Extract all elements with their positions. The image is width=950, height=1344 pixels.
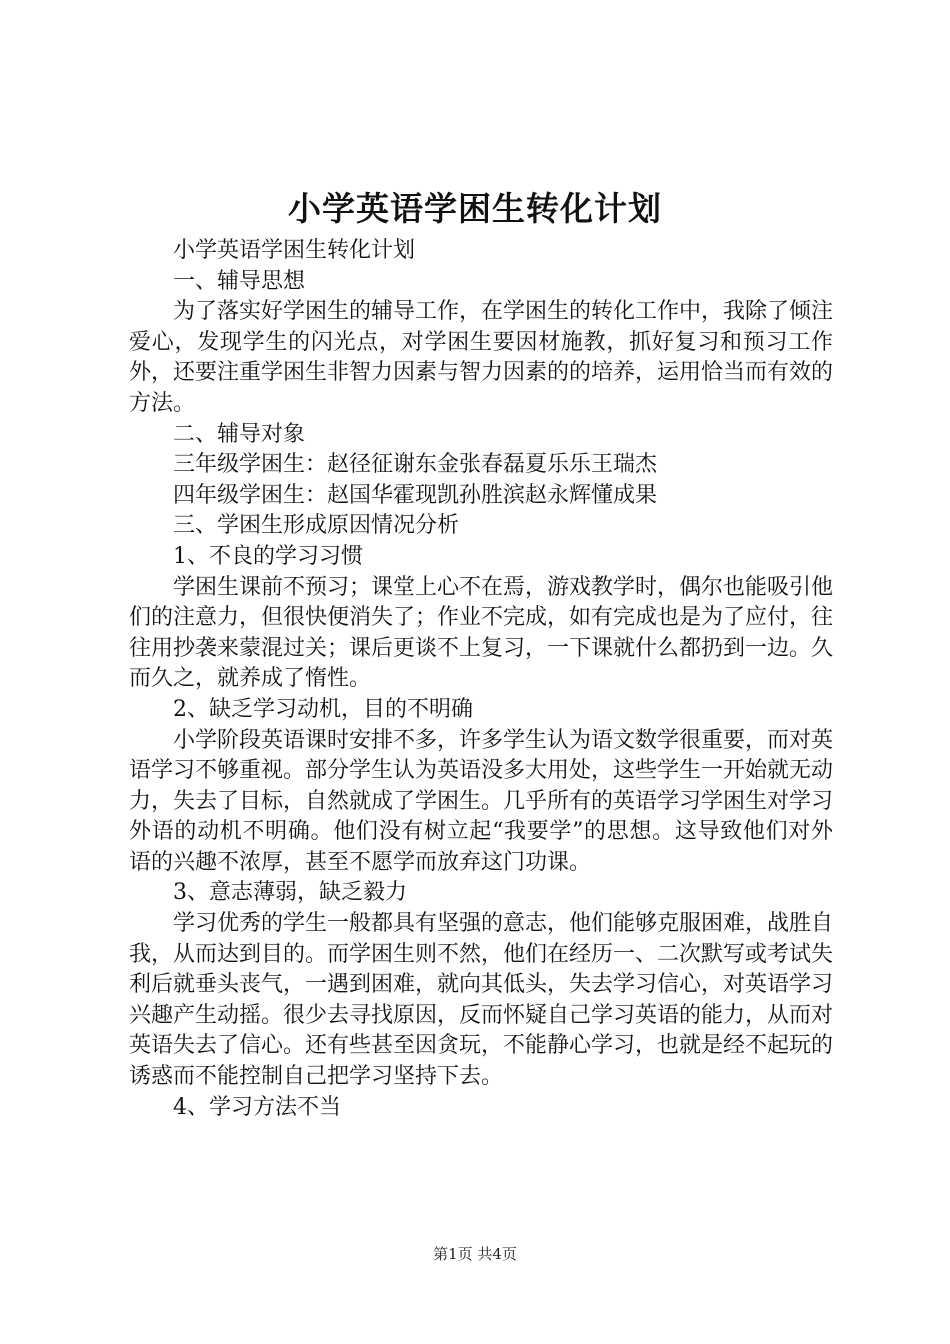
- paragraph-lack-motivation: 小学阶段英语课时安排不多，许多学生认为语文数学很重要，而对英语学习不够重视。部分学生认为英语没多大用处，这些学生一开始就无动力，失去了目标，自然就成了学困生。几乎所有的英语学习学困生对学习外语的动机不明确。他们没有树立起“我要学”的思想。这导致他们对外语的兴趣不浓厚，甚至不愿学而放弃这门功课。: [129, 727, 834, 875]
- paragraph-guidance-idea: 为了落实好学困生的辅导工作，在学困生的转化工作中，我除了倾注爱心，发现学生的闪光点，对学困生要因材施教，抓好复习和预习工作外，还要注重学困生非智力因素与智力因素的的培养，运用恰当而有效的方法。: [129, 299, 834, 416]
- page-footer: 第1页 共4页: [433, 1245, 517, 1263]
- subheading-weak-will: 3、意志薄弱，缺乏毅力: [173, 880, 407, 906]
- subheading-bad-habits: 1、不良的学习习惯: [173, 543, 363, 569]
- paragraph-bad-habits: 学困生课前不预习；课堂上心不在焉，游戏教学时，偶尔也能吸引他们的注意力，但很快便消失了；作业不完成，如有完成也是为了应付，往往用抄袭来蒙混过关；课后更谈不上复习，一下课就什么都扔到一边。久而久之，就养成了惰性。: [129, 574, 834, 692]
- paragraph-subtitle: 小学英语学困生转化计划: [173, 238, 416, 263]
- subheading-improper-methods: 4、学习方法不当: [173, 1094, 341, 1120]
- heading-guidance-targets: 二、辅导对象: [173, 421, 306, 447]
- heading-guidance-idea: 一、辅导思想: [173, 268, 306, 294]
- paragraph-weak-will: 学习优秀的学生一般都具有坚强的意志，他们能够克服困难，战胜自我，从而达到目的。而学困生则不然，他们在经历一、二次默写或考试失利后就垂头丧气，一遇到困难，就向其低头，失去学习信心，对英语学习兴趣产生动摇。很少去寻找原因，反而怀疑自己学习英语的能力，从而对英语失去了信心。还有些甚至因贪玩，不能静心学习，也就是经不起玩的诱惑而不能控制自己把学习坚持下去。: [129, 911, 834, 1090]
- subheading-lack-motivation: 2、缺乏学习动机，目的不明确: [173, 696, 473, 722]
- document-title: 小学英语学困生转化计划: [288, 189, 662, 228]
- heading-cause-analysis: 三、学困生形成原因情况分析: [173, 513, 460, 539]
- document-body: [129, 236, 833, 1123]
- paragraph-grade3-students: 三年级学困生：赵径征谢东金张春磊夏乐乐王瑞杰: [173, 452, 658, 478]
- paragraph-grade4-students: 四年级学困生：赵国华霍现凯孙胜滨赵永辉懂成果: [173, 482, 658, 508]
